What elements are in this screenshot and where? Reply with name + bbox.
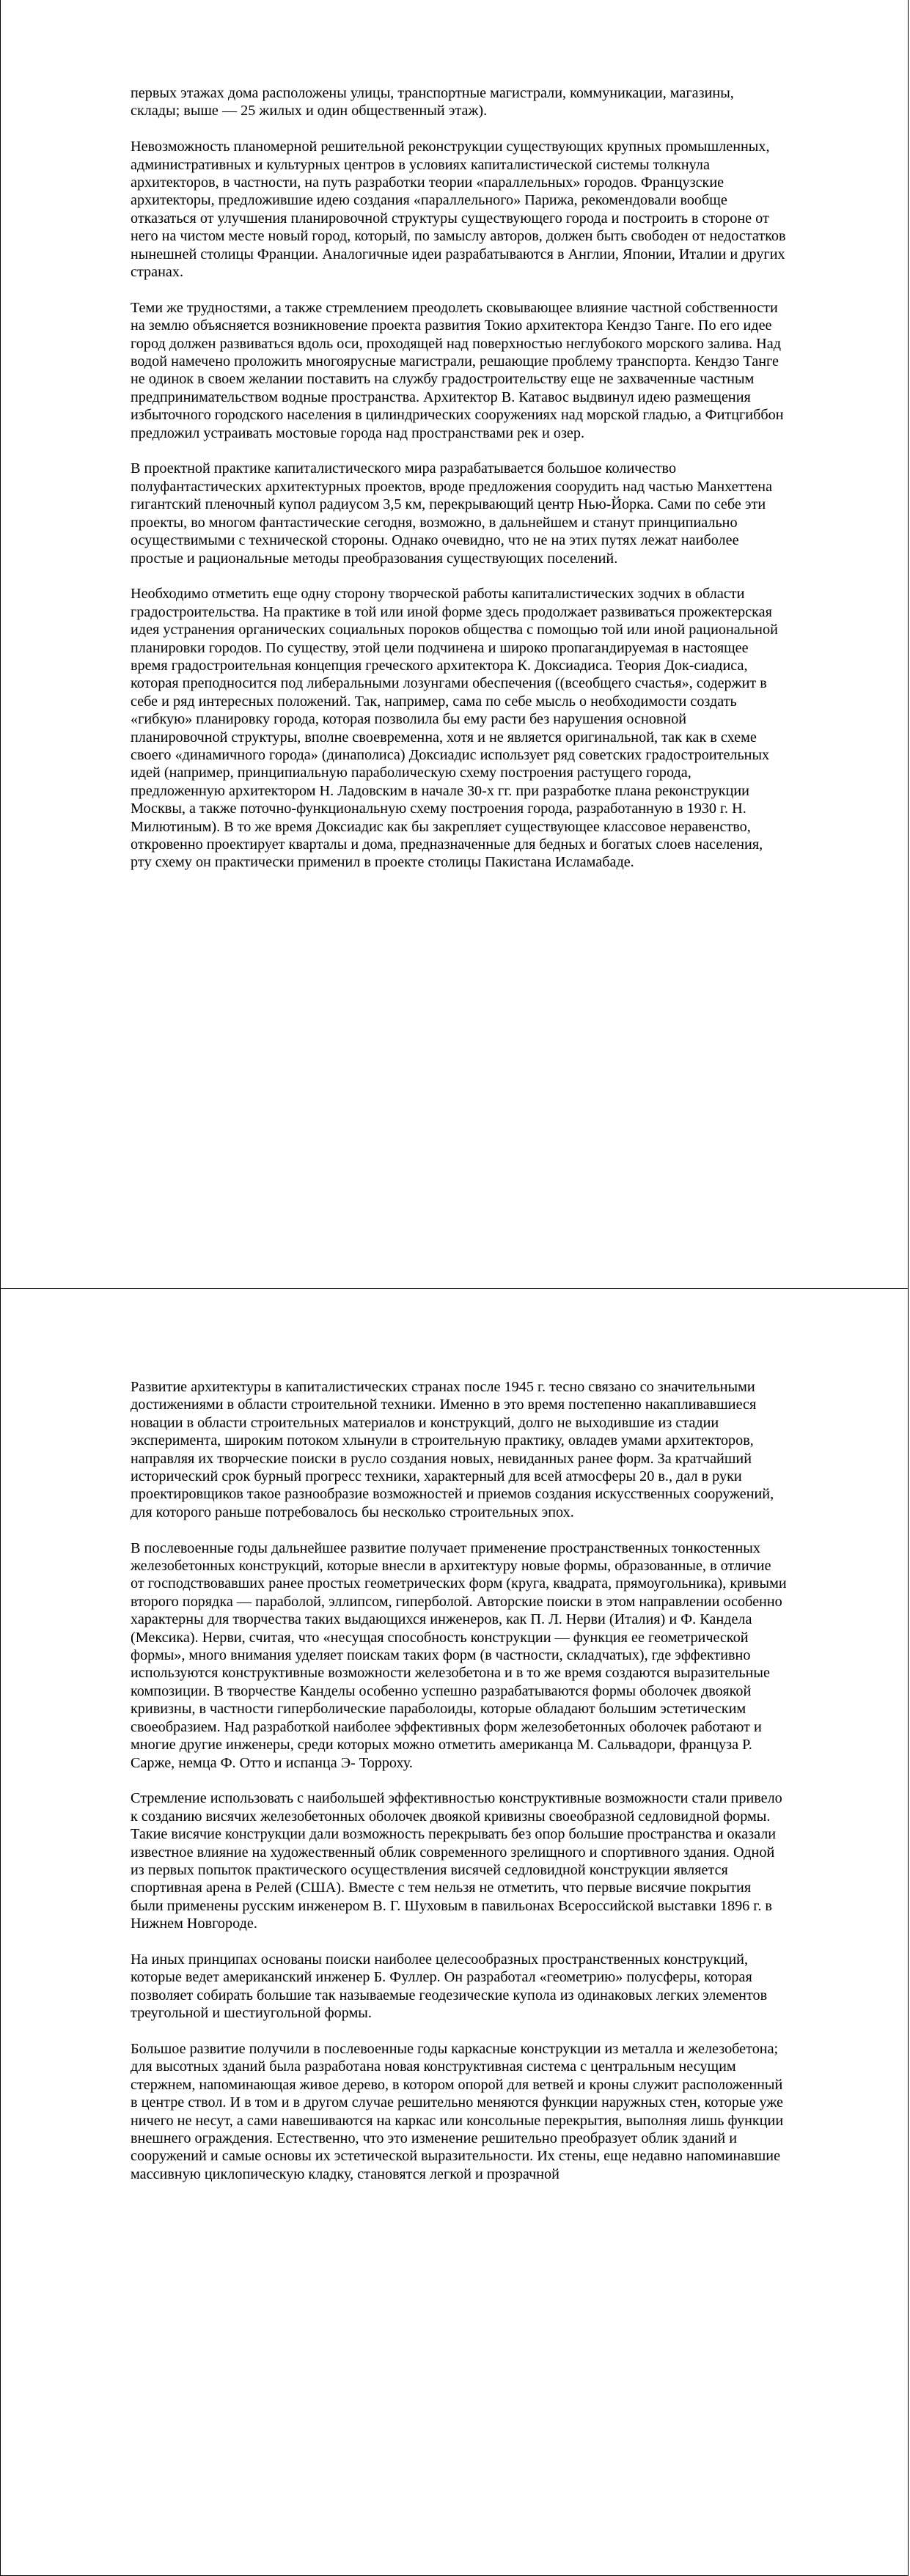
document-page-1 [0, 0, 909, 1289]
paragraph: Теми же трудностями, а также стремлением преодолеть сковывающее влияние частной собственности на землю объясняется возникновение проекта развития Токио архитектора Кендзо Танге. По его идее город должен развиваться вдоль оси, проходящей над поверхностью неглубокого морского залива. Над водой намечено проложить многоярусные магистрали, решающие проблему транспорта. Кендзо Танге не одинок в своем желании поставить на службу градостроительству еще не захваченные частным предпринимательством водные пространства. Архитектор В. Катавос выдвинул идею размещения избыточного городского населения в цилиндрических сооружениях над морской гладью, а Фитцгиббон предложил устраивать мостовые города над пространствами рек и озер. [131, 299, 784, 441]
paragraph: В проектной практике капиталистического мира разрабатывается большое количество полуфантастических архитектурных проектов, вроде предложения соорудить над частью Манхеттена гигантский пленочный купол радиусом 3,5 км, перекрывающий центр Нью-Йорка. Сами по себе эти проекты, во многом фантастические сегодня, возможно, в дальнейшем и станут принципиально осуществимыми с технической стороны. Однако очевидно, что не на этих путях лежат наиболее простые и рациональные методы преобразования существующих поселений. [131, 460, 773, 567]
paragraph: Необходимо отметить еще одну сторону творческой работы капиталистических зодчих в области градостроительства. На практике в той или иной форме здесь продолжает развиваться прожектерская идея устранения органических социальных пороков общества с помощью той или иной рациональной планировки городов. По существу, этой цели подчинена и широко пропагандируемая в настоящее время градостроительная концепция греческого архитектора К. Доксиадиса. Теория Док-сиадиса, которая преподносится под либеральными лозунгами обеспечения ((всеобщего счастья», содержит в себе и ряд интересных положений. Так, например, сама по себе мысль о необходимости создать «гибкую» планировку города, которая позволила бы ему расти без нарушения основной планировочной структуры, вполне своевременна, хотя и не является оригинальной, так как в схеме своего «динамичного города» (динаполиса) Доксиадис использует ряд советских градостроительных идей (например, принципиальную параболическую схему построения растущего города, предложенную архитектором Н. Ладовским в начале 30-х гг. при разработке плана реконструкции Москвы, а также поточно-функциональную схему построения города, разработанную в 1930 г. Н. Милютиным). В то же время Доксиадис как бы закрепляет существующее классовое неравенство, откровенно проектирует кварталы и дома, предназначенные для бедных и богатых слоев населения, ртy схему он практически применил в проекте столицы Пакистана Исламабаде. [131, 586, 778, 871]
paragraph: первых этажах дома расположены улицы, транспортные магистрали, коммуникации, магазины, склады; выше — 25 жилых и один общественный этаж). [131, 85, 734, 119]
paragraph: На иных принципах основаны поиски наиболее целесообразных пространственных конструкций, которые ведет американский инженер Б. Фуллер. Он разработал «геометрию» полусферы, которая позволяет собирать большие так называемые геодезические купола из одинаковых легких элементов треугольной и шестиугольной формы. [131, 1951, 768, 2022]
page-text-block [131, 1378, 787, 2201]
document-page-2 [0, 1288, 909, 2576]
paragraph: Развитие архитектуры в капиталистических странах после 1945 г. тесно связано со значительными достижениями в области строительной техники. Именно в это время постепенно накапливавшиеся новации в области строительных материалов и конструкций, долго не выходившие из стадии эксперимента, широким потоком хлынули в строительную практику, овладев умами архитекторов, направляя их творческие поиски в русло создания новых, невиданных ранее форм. За кратчайший исторический срок бурный прогресс техники, характерный для всей атмосферы 20 в., дал в руки проектировщиков такое разнообразие возможностей и приемов создания искусственных сооружений, для которого раньше потребовалось бы несколько строительных эпох. [131, 1379, 774, 1520]
paragraph: Большое развитие получили в послевоенные годы каркасные конструкции из металла и железобетона; для высотных зданий была разработана новая конструктивная система с центральным несущим стержнем, напоминающая живое дерево, в котором опорой для ветвей и кроны служит расположенный в центре ствол. И в том и в другом случае решительно меняются функции наружных стен, которые уже ничего не несут, а сами навешиваются на каркас или консольные перекрытия, выполняя лишь функции внешнего ограждения. Естественно, что это изменение решительно преобразует облик зданий и сооружений и самые основы их эстетической выразительности. Их стены, еще недавно напоминавшие массивную циклопическую кладку, становятся легкой и прозрачной [131, 2040, 784, 2182]
paragraph: Невозможность планомерной решительной реконструкции существующих крупных промышленных, административных и культурных центров в условиях капиталистической системы толкнула архитекторов, в частности, на путь разработки теории «параллельных» городов. Французские архитекторы, предложившие идею создания «параллельного» Парижа, рекомендовали вообще отказаться от улучшения планировочной структуры существующего города и построить в стороне от него на чистом месте новый город, который, по замыслу авторов, должен быть свободен от недостатков нынешней столицы Франции. Аналогичные идеи разрабатываются в Англии, Японии, Италии и других странах. [131, 139, 786, 281]
paragraph: Стремление использовать с наибольшей эффективностью конструктивные возможности стали привело к созданию висячих железобетонных оболочек двоякой кривизны своеобразной седловидной формы. Такие висячие конструкции дали возможность перекрывать без опор большие пространства и оказали известное влияние на художественный облик современного зрелищного и спортивного здания. Одной из первых попыток практического осуществления висячей седловидной конструкции является спортивная арена в Релей (США). Вместе с тем нельзя не отметить, что первые висячие покрытия были применены русским инженером В. Г. Шуховым в павильонах Всероссийской выставки 1896 г. в Нижнем Новгороде. [131, 1790, 782, 1932]
page-text-block [131, 84, 787, 889]
paragraph: В послевоенные годы дальнейшее развитие получает применение пространственных тонкостенных железобетонных конструкций, которые внесли в архитектуру новые формы, образованные, в отличие от господствовавших ранее простых геометрических форм (круга, квадрата, прямоугольника), кривыми второго порядка — параболой, эллипсом, гиперболой. Авторские поиски в этом направлении особенно характерны для творчества таких выдающихся инженеров, как П. Л. Нерви (Италия) и Ф. Кандела (Мексика). Нерви, считая, что «несущая способность конструкции — функция ее геометрической формы», много внимания уделяет поискам таких форм (в частности, складчатых), где эффективно используются конструктивные возможности железобетона и в то же время создаются выразительные композиции. В творчестве Канделы особенно успешно разрабатываются формы оболочек двоякой кривизны, в частности гиперболические параболоиды, которые обладают большим эстетическим своеобразием. Над разработкой наиболее эффективных форм железобетонных оболочек работают и многие другие инженеры, среди которых можно отметить американца М. Сальвадори, француза Р. Сарже, немца Ф. Отто и испанца Э- Торроху. [131, 1539, 787, 1771]
